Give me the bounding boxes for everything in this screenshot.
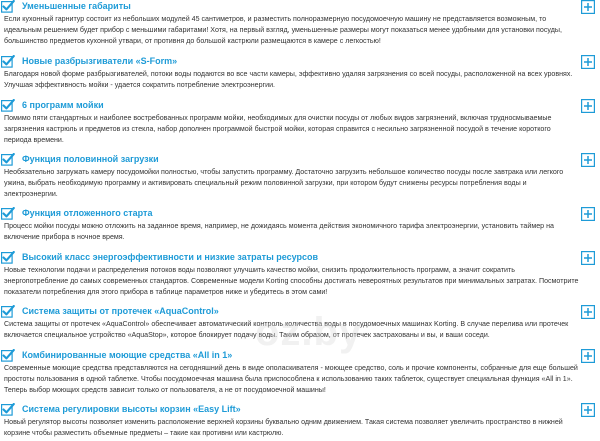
plus-icon <box>581 0 595 14</box>
feature-title: Комбинированные моющие средства «All in 1» <box>22 350 233 360</box>
feature-description: Если кухонный гарнитур состоит из небольших модулей 45 сантиметров, и разместить полноразмерную посудомоечную машину не представляется возможным, то идеальным решением будет прибор с меньшими габаритами! Хотя, на первый взгляд, уменьшенные размеры могут показаться менее удобными для установки посуды, большинство предметов кухонной утвари, от противня до большой кастрюли размещаются в камере с легкостью! <box>4 15 562 45</box>
check-icon <box>1 349 15 362</box>
feature-item-easy-lift <box>0 403 600 439</box>
feature-title: Система защиты от протечек «AquaControl» <box>22 306 219 316</box>
check-icon <box>1 207 15 220</box>
feature-description: Процесс мойки посуды можно отложить на заданное время, например, не дожидаясь момента действия экономичного тарифа электроэнергии, установить таймер на включение прибора в ночное время. <box>4 222 554 241</box>
expand-button[interactable] <box>581 99 595 113</box>
feature-description: Новый регулятор высоты позволяет изменить расположение верхней корзины буквально одним движением. Такая система позволяет увеличить пространство в нижней корзине чтобы разместить объемные предметы – такие как противни или кастрюлю. <box>4 418 563 437</box>
feature-item-all-in-1 <box>0 349 600 396</box>
plus-icon <box>581 251 595 265</box>
plus-icon <box>581 349 595 363</box>
plus-icon <box>581 153 595 167</box>
plus-icon <box>581 99 595 113</box>
plus-icon <box>581 55 595 69</box>
feature-header <box>0 99 600 113</box>
feature-item-aquacontrol <box>0 305 600 341</box>
check-icon <box>1 153 15 166</box>
feature-title: Новые разбрызгиватели «S-Form» <box>22 56 178 66</box>
expand-button[interactable] <box>581 305 595 319</box>
feature-description: Помимо пяти стандартных и наиболее востребованных программ мойки, необходимых для очистки посуды от любых видов загрязнений, включая труднoсмываемые загрязнения кастрюль и предметов из стекла, набор дополнен программой быстрой мойки, которая справится с несильно загрязненной посудой в течение короткого периода времени. <box>4 114 552 144</box>
feature-title: 6 программ мойки <box>22 100 104 110</box>
feature-title: Функция половинной загрузки <box>22 154 159 164</box>
expand-button[interactable] <box>581 0 595 14</box>
plus-icon <box>581 403 595 417</box>
feature-header <box>0 207 600 221</box>
expand-button[interactable] <box>581 153 595 167</box>
feature-item-half-load <box>0 153 600 200</box>
watermark: oz.by <box>255 310 363 354</box>
expand-button[interactable] <box>581 55 595 69</box>
feature-title: Функция отложенного старта <box>22 208 153 218</box>
feature-description: Современные моющие средства представляются на сегодняшний день в виде ополаскивателя - моющее средство, соль и прочие компоненты, собранные для еще большей простоты пользования в одной таблетке. Чтобы посудомоечная машина была приспособлена к использованию таких таблеток, существует специальная функция «All in 1». Теперь выбор моющих средств зависит только от пользователя, а не от посудомоечной машины! <box>4 364 578 394</box>
feature-description: Новые технологии подачи и распределения потоков воды позволяют улучшить качество мойки, снизить продолжительность программ, а значит сократить энергопотребление до самых современных стандартов. Современные модели Korting способны достигать невероятных результатов при минимальных затратах. Посмотрите показатели потребления для этого прибора в таблице параметров ниже и убедитесь в этом сами! <box>4 266 579 296</box>
check-icon <box>1 251 15 264</box>
expand-button[interactable] <box>581 403 595 417</box>
expand-button[interactable] <box>581 349 595 363</box>
feature-header <box>0 403 600 417</box>
expand-button[interactable] <box>581 207 595 221</box>
feature-item-6-programs <box>0 99 600 146</box>
feature-description: Система защиты от протечек «AquaControl» обеспечивает автоматический контроль количества воды в посудомоечных машинах Korting. В случае перелива или протечек включается специальное устройство «AquaStop», которое блокирует подачу воды. Таким образом, от протечек застрахованы и вы, и ваши соседи. <box>4 320 569 339</box>
feature-header <box>0 251 600 265</box>
feature-item-energy-efficiency <box>0 251 600 298</box>
check-icon <box>1 305 15 318</box>
feature-header <box>0 153 600 167</box>
feature-header <box>0 55 600 69</box>
plus-icon <box>581 305 595 319</box>
check-icon <box>1 99 15 112</box>
feature-item-compact-size <box>0 0 600 47</box>
plus-icon <box>581 207 595 221</box>
feature-header <box>0 305 600 319</box>
feature-title: Система регулировки высоты корзин «Easy Lift» <box>22 404 241 414</box>
expand-button[interactable] <box>581 251 595 265</box>
feature-item-delayed-start <box>0 207 600 243</box>
feature-description: Необязательно загружать камеру посудомойки полностью, чтобы запустить программу. Достаточно загрузить небольшое количество посуды после завтрака или легкого ужина, выбрать необходимую программу и активировать специальный режим половинной загрузки, при котором будут снижены ресурсы потребления воды и электроэнергии. <box>4 168 564 198</box>
feature-title: Уменьшенные габариты <box>22 1 131 11</box>
feature-description: Благодаря новой форме разбрызгивателей, потоки воды подаются во все части камеры, эффективно удаляя загрязнения со всей посуды, расположенной на всех уровнях. Улучшая эффективность мойки - удается сократить потребление электроэнергии. <box>4 70 573 89</box>
check-icon <box>1 403 15 416</box>
feature-item-s-form <box>0 55 600 91</box>
feature-header <box>0 349 600 363</box>
check-icon <box>1 55 15 68</box>
check-icon <box>1 0 15 13</box>
feature-title: Высокий класс энергоэффективности и низкие затраты ресурсов <box>22 252 319 262</box>
feature-header <box>0 0 600 14</box>
